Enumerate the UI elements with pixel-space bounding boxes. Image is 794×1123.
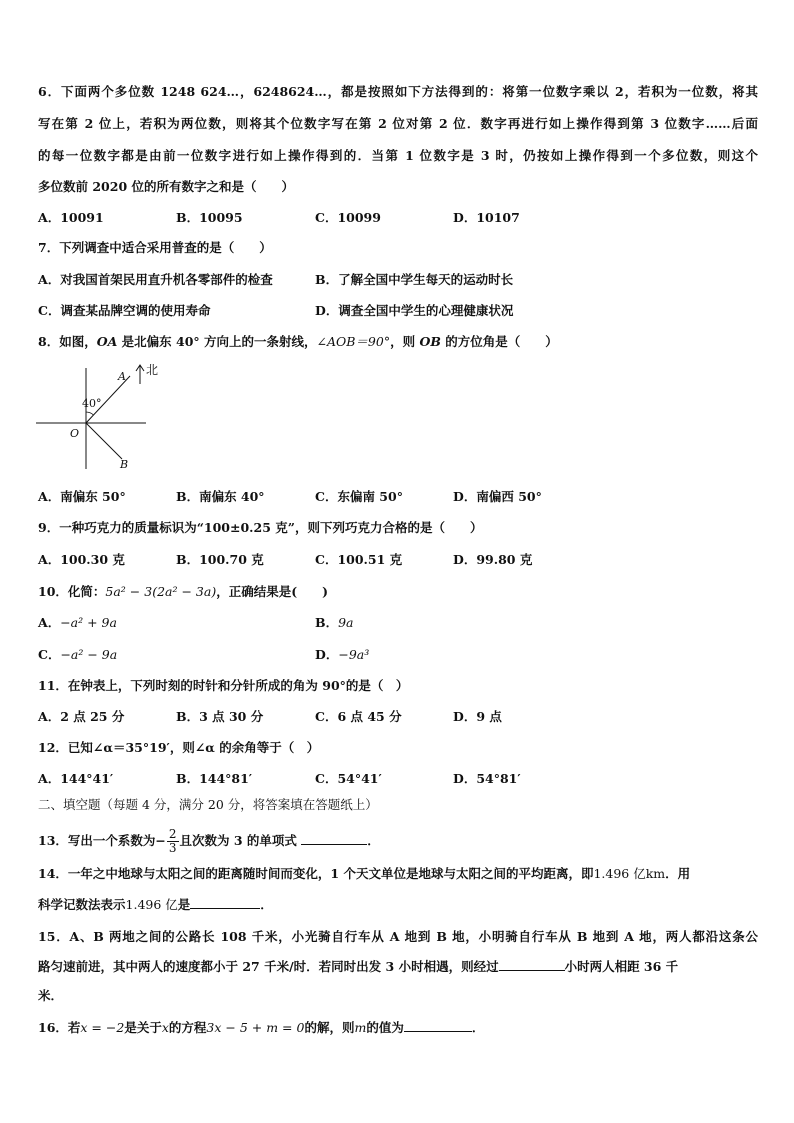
q9-option-a: A．100.30 克 — [38, 552, 125, 567]
q6-line-1: 6．下面两个多位数 1248 624…，6248624…，都是按照如下方法得到的：将第一位数字乘以 2，若积为一位数，将其 — [38, 84, 758, 99]
q7-option-c: C．调查某品牌空调的使用寿命 — [38, 303, 211, 318]
q7-option-b: B．了解全国中学生每天的运动时长 — [315, 272, 514, 287]
point-b-label: B — [120, 458, 129, 471]
q8-option-b: B．南偏东 40° — [176, 489, 265, 504]
q7-option-a: A．对我国首架民用直升机各零部件的检查 — [38, 272, 273, 287]
q12-option-d: D．54°81′ — [453, 771, 521, 786]
q15-answer-blank[interactable] — [499, 958, 565, 971]
q13-fraction: $\frac{2}{3}$ — [168, 827, 177, 855]
q13-stem: 13．写出一个系数为− $\frac{2}{3}$ 且次数为 3 的单项式 ． — [38, 827, 380, 855]
q10-option-c: C．−a² − 9a — [38, 647, 118, 662]
north-label: 北 — [146, 363, 159, 377]
point-a-label: A — [118, 370, 126, 383]
q8-ray-ob: OB — [419, 334, 441, 349]
q7-stem: 7．下列调查中适合采用普查的是（ ） — [38, 240, 272, 255]
q9-option-d: D．99.80 克 — [453, 552, 533, 567]
q8-option-c: C．东偏南 50° — [315, 489, 403, 504]
q10-option-a: A．−a² + 9a — [38, 615, 117, 630]
q11-option-d: D．9 点 — [453, 709, 502, 724]
q6-option-a: A．10091 — [38, 210, 104, 225]
q8-stem: 8．如图，OA 是北偏东 40° 方向上的一条射线，∠AOB＝90°，则 OB 的方位角是（ ） — [38, 334, 558, 349]
q8-option-d: D．南偏西 50° — [453, 489, 542, 504]
q10-option-d: D．−9a³ — [315, 647, 370, 662]
q11-option-c: C．6 点 45 分 — [315, 709, 402, 724]
q15-line-3: 米． — [38, 988, 64, 1003]
q9-option-c: C．100.51 克 — [315, 552, 403, 567]
q14-answer-blank[interactable] — [190, 896, 260, 909]
q12-stem: 12．已知∠α＝35°19′，则∠α 的余角等于（ ） — [38, 740, 320, 755]
q6-line-3: 的每一位数字都是由前一位数字进行如上操作得到的．当第 1 位数字是 3 时，仍按如上操作得到一个多位数，则这个 — [38, 148, 758, 163]
q11-option-b: B．3 点 30 分 — [176, 709, 264, 724]
angle-40-label: 40° — [82, 397, 102, 410]
q6-option-c: C．10099 — [315, 210, 381, 225]
q9-stem: 9．一种巧克力的质量标识为“100±0.25 克”，则下列巧克力合格的是（ ） — [38, 520, 483, 535]
q6-option-b: B．10095 — [176, 210, 243, 225]
q12-option-b: B．144°81′ — [176, 771, 253, 786]
q8-ray-oa: OA — [96, 334, 118, 349]
q16-stem: 16．若x = −2是关于x的方程3x − 5 + m = 0的解，则m的值为 ． — [38, 1020, 485, 1035]
q12-option-c: C．54°41′ — [315, 771, 382, 786]
q14-line-2: 科学记数法表示1.496 亿是 ． — [38, 897, 273, 912]
q9-option-b: B．100.70 克 — [176, 552, 264, 567]
q10-option-b: B．9a — [315, 615, 354, 630]
q10-stem: 10．化简：5a² − 3(2a² − 3a)，正确结果是( ) — [38, 584, 329, 599]
q7-option-d: D．调查全国中学生的心理健康状况 — [315, 303, 514, 318]
angle-arc — [86, 412, 94, 415]
q12-option-a: A．144°41′ — [38, 771, 114, 786]
q14-line-1: 14．一年之中地球与太阳之间的距离随时间而变化，1 个天文单位是地球与太阳之间的平均距离，即1.496 亿km．用 — [38, 866, 691, 881]
q11-option-a: A．2 点 25 分 — [38, 709, 125, 724]
section-2-title: 二、填空题（每题 4 分，满分 20 分，将答案填在答题纸上） — [38, 797, 378, 812]
q15-line-1: 15．A、B 两地之间的公路长 108 千米，小光骑自行车从 A 地到 B 地，小明骑自行车从 B 地到 A 地，两人都沿这条公 — [38, 929, 758, 944]
q8-option-a: A．南偏东 50° — [38, 489, 126, 504]
q6-line-4: 多位数前 2020 位的所有数字之和是（ ） — [38, 179, 294, 194]
ray-ob — [86, 423, 122, 459]
q16-answer-blank[interactable] — [404, 1019, 472, 1032]
q13-answer-blank[interactable] — [301, 832, 367, 845]
q15-line-2: 路匀速前进，其中两人的速度都小于 27 千米/时．若同时出发 3 小时相遇，则经过 小时两人相距 36 千 — [38, 959, 679, 974]
q6-option-d: D．10107 — [453, 210, 520, 225]
point-o-label: O — [70, 427, 80, 440]
q10-expression: 5a² − 3(2a² − 3a) — [105, 584, 217, 599]
q11-stem: 11．在钟表上，下列时刻的时针和分针所成的角为 90°的是（ ） — [38, 678, 409, 693]
q6-line-2: 写在第 2 位上，若积为两位数，则将其个位数字写在第 2 位对第 2 位．数字再进行如上操作得到第 3 位数字……后面 — [38, 116, 758, 131]
q8-angle-aob: ∠AOB＝90° — [316, 334, 391, 349]
q8-direction-figure — [36, 362, 166, 474]
